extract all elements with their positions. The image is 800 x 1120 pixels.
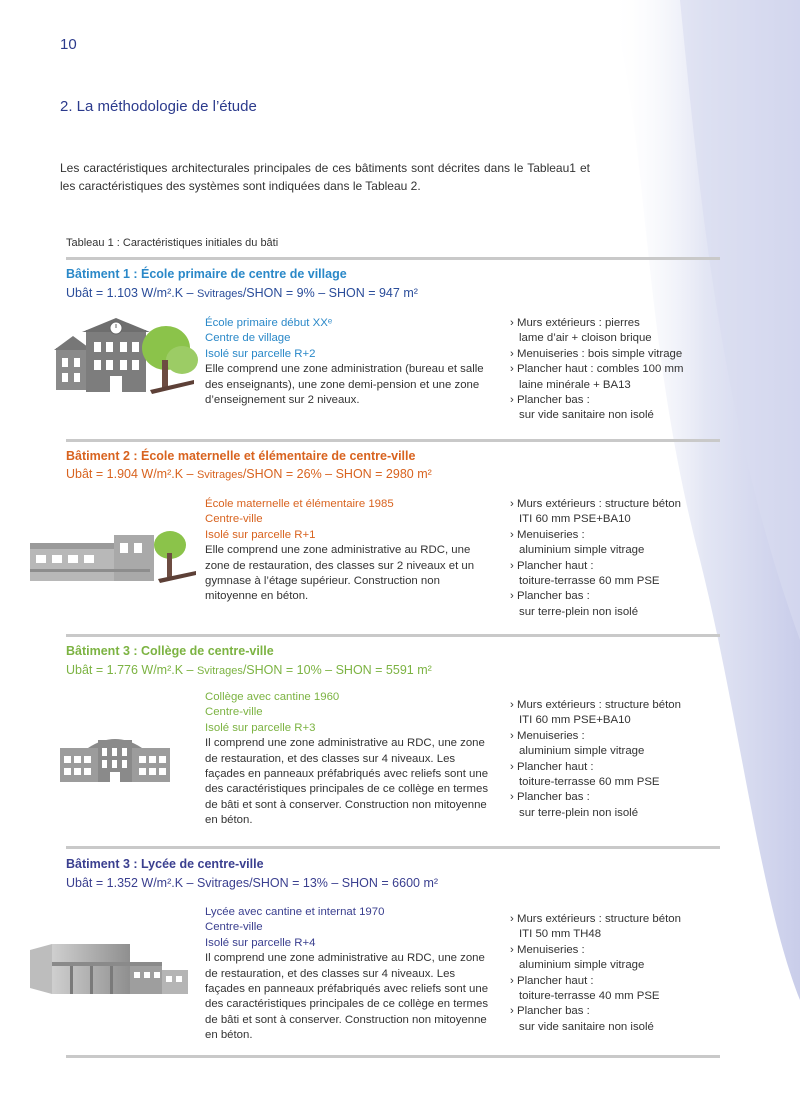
perf-glazing: Svitrages [196, 469, 243, 481]
perf-suffix: /SHON = 10% – SHON = 5591 m² [242, 663, 432, 677]
table-caption: Tableau 1 : Caractéristiques initiales du bâti [66, 237, 279, 249]
building-2-type: École maternelle et élémentaire 1985 [205, 498, 394, 510]
building-4-performance: Ubât = 1.352 W/m².K – Svitrages/SHON = 13% – SHON = 6600 m² [66, 876, 439, 890]
table-rule [66, 634, 720, 637]
perf-suffix: /SHON = 26% – SHON = 2980 m² [242, 467, 432, 481]
perf-suffix: /SHON = 9% – SHON = 947 m² [242, 286, 418, 300]
feature-lower-floor: › Plancher bas : sur terre-plein non isolé [510, 790, 725, 821]
school-with-clock-and-tree-icon [54, 318, 204, 408]
feature-lower-floor: › Plancher bas : sur vide sanitaire non isolé [510, 1004, 725, 1035]
feature-joinery: › Menuiseries : bois simple vitrage [510, 347, 725, 362]
building-3-text: Il comprend une zone administrative au RDC, une zone de restauration, et des classes sur 4 niveaux. Les façades en panneaux préfabriqués avec reliefs sont une des caractéristiques principales de ce collège en termes de bâti et sont à conserver. Construction non mitoyenne en béton. [205, 737, 489, 827]
building-4-features [510, 912, 725, 1035]
building-4-location: Centre-ville [205, 921, 263, 934]
building-4-parcel: Isolé sur parcelle R+4 [205, 936, 316, 949]
perf-glazing: Svitrages [196, 665, 243, 677]
building-1-type: École primaire début XXᵉ [205, 317, 333, 329]
feature-joinery: › Menuiseries : aluminium simple vitrage [510, 943, 725, 974]
building-3-performance [66, 663, 432, 677]
feature-lower-floor: › Plancher bas : sur terre-plein non isolé [510, 589, 725, 620]
building-2-performance [66, 467, 432, 481]
section-title: 2. La méthodologie de l’étude [60, 98, 257, 115]
feature-walls: › Murs extérieurs : structure béton ITI 60 mm PSE+BA10 [510, 698, 725, 729]
perf-glazing: Svitrages [196, 288, 243, 300]
building-3-type: Collège avec cantine 1960 [205, 691, 340, 703]
feature-lower-floor: › Plancher bas : sur vide sanitaire non isolé [510, 393, 725, 424]
lycee-building-icon [30, 942, 190, 997]
feature-walls: › Murs extérieurs : structure béton ITI 50 mm TH48 [510, 912, 725, 943]
building-4-type: Lycée avec cantine et internat 1970 [205, 906, 385, 918]
table-rule-top [66, 257, 720, 260]
intro-paragraph: Les caractéristiques architecturales principales de ces bâtiments sont décrites dans le Tableau1 et les caractéristiques des systèmes sont indiquées dans le Tableau 2. [60, 161, 590, 193]
table-rule [66, 439, 720, 442]
building-1-text: Elle comprend une zone administration (bureau et salle des enseignants), une zone demi-pension et une zone d’enseignement sur 2 niveaux. [205, 363, 484, 407]
college-building-icon [60, 730, 170, 782]
low-school-building-icon [30, 525, 200, 585]
building-3-parcel: Isolé sur parcelle R+3 [205, 721, 316, 734]
building-1-parcel: Isolé sur parcelle R+2 [205, 347, 316, 360]
building-2-text: Elle comprend une zone administrative au RDC, une zone de restauration, des classes sur 2 niveaux et un gymnase à l’étage supérieur. Construction non mitoyenne en béton. [205, 544, 475, 603]
building-2-parcel: Isolé sur parcelle R+1 [205, 528, 316, 541]
building-4-text: Il comprend une zone administrative au RDC, une zone de restauration, et des classes sur 4 niveaux. Les façades en panneaux préfabriqués avec reliefs sont une des caractéristiques principales de ce collège en termes de bâti et sont à conserver. Construction non mitoyenne en béton. [205, 952, 489, 1042]
perf-prefix: Ubât = 1.904 W/m².K – [66, 467, 197, 481]
building-1-title: Bâtiment 1 : École primaire de centre de village [66, 267, 347, 281]
table-rule-bottom [66, 1055, 720, 1058]
building-1-features [510, 316, 725, 424]
feature-upper-floor: › Plancher haut : toiture-terrasse 60 mm PSE [510, 559, 725, 590]
building-4-title: Bâtiment 3 : Lycée de centre-ville [66, 857, 264, 871]
perf-prefix: Ubât = 1.776 W/m².K – [66, 663, 197, 677]
building-1-location: Centre de village [205, 332, 291, 345]
building-3-title: Bâtiment 3 : Collège de centre-ville [66, 644, 274, 658]
building-1-performance [66, 286, 418, 300]
building-2-features [510, 497, 725, 620]
perf-prefix: Ubât = 1.103 W/m².K – [66, 286, 197, 300]
building-2-title: Bâtiment 2 : École maternelle et élémentaire de centre-ville [66, 449, 416, 463]
building-3-features [510, 698, 725, 821]
building-2-location: Centre-ville [205, 513, 263, 526]
feature-walls: › Murs extérieurs : structure béton ITI 60 mm PSE+BA10 [510, 497, 725, 528]
building-1-description [205, 316, 495, 408]
feature-upper-floor: › Plancher haut : toiture-terrasse 60 mm PSE [510, 760, 725, 791]
feature-upper-floor: › Plancher haut : toiture-terrasse 40 mm PSE [510, 974, 725, 1005]
page-number: 10 [60, 36, 77, 53]
feature-joinery: › Menuiseries : aluminium simple vitrage [510, 729, 725, 760]
building-3-description [205, 690, 495, 829]
building-2-description [205, 497, 495, 605]
table-rule [66, 846, 720, 849]
building-3-location: Centre-ville [205, 706, 263, 719]
building-4-description [205, 905, 495, 1044]
feature-walls: › Murs extérieurs : pierres lame d’air + cloison brique [510, 316, 725, 347]
feature-joinery: › Menuiseries : aluminium simple vitrage [510, 528, 725, 559]
feature-upper-floor: › Plancher haut : combles 100 mm laine minérale + BA13 [510, 362, 725, 393]
